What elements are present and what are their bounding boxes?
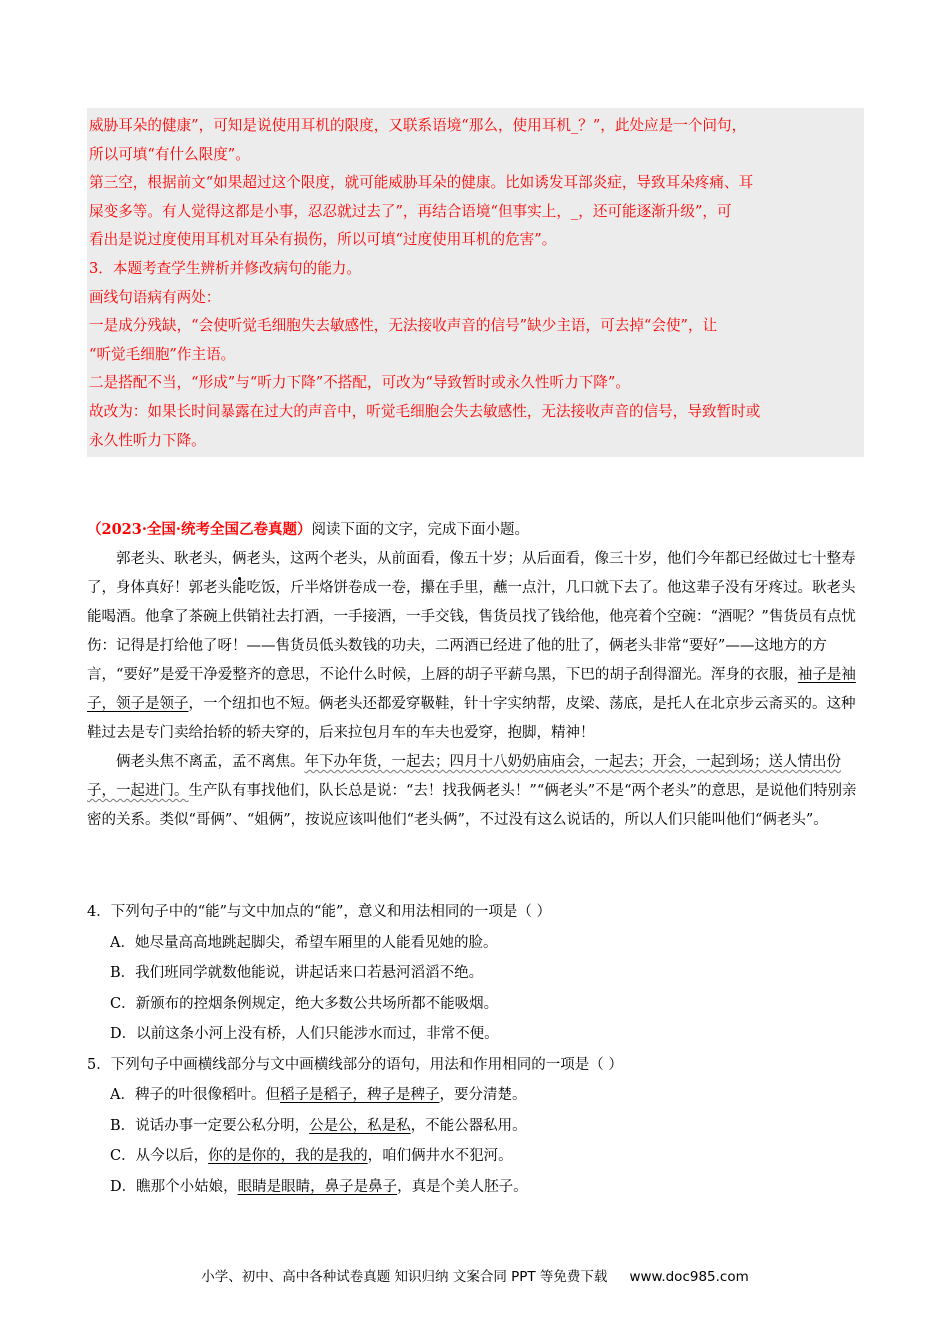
- answer-line: 所以可填“有什么限度”。: [89, 145, 250, 163]
- answer-line: 威胁耳朵的健康”，可知是说使用耳机的限度，又联系语境“那么，使用耳机_？”，此处应是一个问句，: [89, 117, 747, 134]
- option-text: ，真是个美人胚子。: [397, 1178, 528, 1195]
- q4-option-d: D．以前这条小河上没有桥，人们只能涉水而过，非常不便。: [110, 1026, 499, 1042]
- option-text: ，不能公器私用。: [410, 1117, 527, 1134]
- answer-line: 屎变多等。有人觉得这都是小事，忍忍就过去了”，再结合语境“但事实上，_，还可能逐渐升级”，可: [89, 202, 732, 220]
- dotted-character: 能: [232, 580, 247, 596]
- underlined-phrase: 稻子是稻子，稗子是稗子: [279, 1087, 440, 1103]
- passage-text: 生产队有事找他们，队长总是说：“去！找我俩老头！”“俩老头”不是“两个老头”的意思，是说他们特别亲密的关系。类似“哥俩”、“姐俩”，按说应该叫他们“老头俩”，不过没有这么说话的，所以人们只能叫他们“俩老头”。: [87, 783, 857, 828]
- option-text: A．稗子的叶很像稻叶。但: [110, 1087, 280, 1103]
- underlined-phrase: 你的是你的，我的是我的: [208, 1148, 368, 1164]
- question-4-stem: 4．下列句子中的“能”与文中加点的“能”，意义和用法相同的一项是（ ）: [87, 904, 551, 920]
- underlined-phrase: 眼睛是眼睛，鼻子是鼻子: [237, 1178, 398, 1195]
- q5-option-a: [87, 1080, 867, 1111]
- question-source: （2023·全国·统考全国乙卷真题）: [87, 521, 312, 538]
- reading-passage: [87, 545, 867, 835]
- answer-line: 3．本题考查学生辨析并修改病句的能力。: [89, 259, 361, 277]
- passage-text: ，一个纽扣也不短。俩老头还都爱穿靸鞋，针十字实纳帮，皮梁、荡底，是托人在北京步云斋买的。这种鞋过去是专门卖给抬轿的轿夫穿的，后来拉包月车的车夫也爱穿，抱脚，精神！: [87, 696, 856, 741]
- option-text: D．瞧那个小姑娘，: [110, 1178, 238, 1195]
- passage-text: 吃饭，斤半烙饼卷成一卷，攥在手里，蘸一点汁，几口就下去了。他这辈子没有牙疼过。耿老头能喝酒。他拿了茶碗上供销社去打酒，一手接酒，一手交钱，售货员找了钱给他，他亮着个空碗：“酒呢？”售货员有点忧伤：记得是打给他了呀！——售货员低头数钱的功夫，二两酒已经进了他的肚了，俩老头非常“要好”——这地方的方言，“要好”是爱干净爱整齐的意思，不论什么时候，上唇的胡子平薪乌黑，下巴的胡子刮得溜光。浑身的衣服，: [87, 580, 856, 683]
- footer-site-link[interactable]: www.doc985.com: [629, 1269, 749, 1285]
- q5-option-d: [87, 1172, 867, 1203]
- q4-option-c: C．新颁布的控烟条例规定，绝大多数公共场所都不能吸烟。: [110, 995, 499, 1012]
- answer-line: 一是成分残缺，“会使听觉毛细胞失去敏感性，无法接收声音的信号”缺少主语，可去掉“会使”，让: [89, 317, 718, 335]
- passage-paragraph-1: [87, 545, 867, 748]
- answer-line: “听觉毛细胞”作主语。: [89, 345, 236, 363]
- answer-line: 故改为：如果长时间暴露在过大的声音中，听觉毛细胞会失去敏感性，无法接收声音的信号，导致暂时或: [89, 402, 761, 420]
- answer-line: 永久性听力下降。: [89, 431, 206, 449]
- option-text: B．说话办事一定要公私分明，: [110, 1117, 310, 1134]
- q5-option-c: [87, 1141, 867, 1172]
- underlined-phrase: 袖子是袖子，领子是领子: [87, 667, 856, 712]
- answer-line: 看出是说过度使用耳机对耳朵有损伤，所以可填“过度使用耳机的危害”。: [89, 231, 557, 249]
- underlined-phrase: 公是公，私是私: [309, 1117, 411, 1134]
- q4-option-a: A．她尽量高高地跳起脚尖，希望车厢里的人能看见她的脸。: [110, 934, 498, 951]
- page-footer: [0, 1265, 950, 1285]
- passage-text: 郭老头、耿老头，俩老头，这两个老头，从前面看，像五十岁；从后面看，像三十岁，他们今年都已经做过七十整寿了，身体真好！郭老头: [87, 551, 856, 596]
- passage-text: 俩老头焦不离孟，孟不离焦。: [116, 754, 305, 770]
- passage-paragraph-2: [87, 748, 867, 835]
- option-text: C．从今以后，: [110, 1148, 209, 1164]
- q5-option-b: [87, 1111, 867, 1142]
- answer-line: 二是搭配不当，“形成”与“听力下降”不搭配，可改为“导致暂时或永久性听力下降”。: [89, 374, 630, 392]
- q4-option-b: B．我们班同学就数他能说，讲起话来口若悬河滔滔不绝。: [110, 965, 484, 981]
- option-text: ，咱们俩井水不犯河。: [367, 1148, 513, 1164]
- question-instruction: 阅读下面的文字，完成下面小题。: [311, 522, 529, 538]
- question-5-stem: 5．下列句子中画横线部分与文中画横线部分的语句，用法和作用相同的一项是（ ）: [87, 1056, 623, 1073]
- questions-section: [87, 897, 867, 1202]
- answer-line: 第三空，根据前文“如果超过这个限度，就可能威胁耳朵的健康。比如诱发耳部炎症，导致耳朵疼痛、耳: [89, 174, 754, 192]
- wavy-underlined-phrase: 年下办年货，一起去；四月十八奶奶庙庙会，一起去；开会，一起到场；送人情出份子，一起进门。: [87, 754, 841, 799]
- footer-text: 小学、初中、高中各种试卷真题 知识归纳 文案合同 PPT 等免费下载: [201, 1269, 608, 1285]
- answer-explanation-box: [87, 108, 864, 457]
- question-intro: [87, 516, 867, 544]
- option-text: ，要分清楚。: [439, 1087, 527, 1103]
- answer-line: 画线句语病有两处：: [89, 288, 221, 306]
